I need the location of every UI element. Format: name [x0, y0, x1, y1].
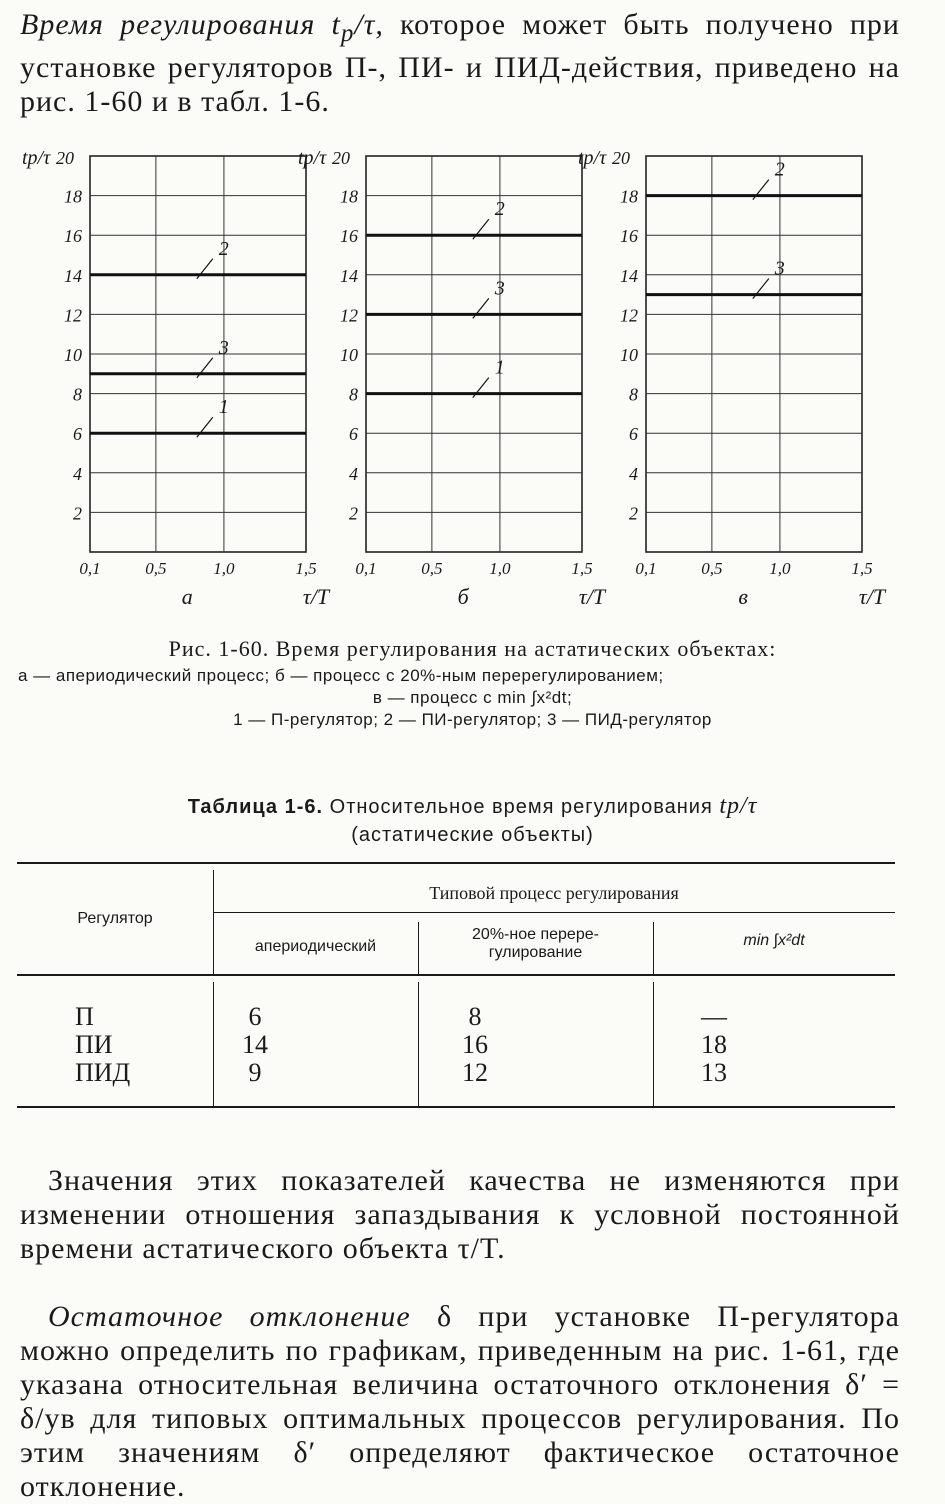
- table-header-rule: [17, 974, 895, 976]
- x-tick-label: 1,5: [851, 559, 873, 578]
- y-tick-label: 4: [349, 463, 358, 484]
- x-tick-label: 0,1: [635, 559, 657, 578]
- y-tick-label: 18: [340, 186, 358, 207]
- table-header-aperiodic: апериодический: [254, 938, 377, 955]
- y-tick-label: 18: [64, 186, 82, 207]
- y-tick-label: 2: [349, 503, 358, 524]
- figure-1-60: [0, 140, 945, 630]
- series-label: 2: [218, 237, 229, 260]
- table-bottom-rule: [17, 1106, 895, 1108]
- table-cell: 12: [462, 1058, 488, 1087]
- y-tick-label: 6: [73, 424, 82, 445]
- table-header-overshoot: [418, 926, 653, 962]
- y-tick-label: 14: [620, 265, 638, 286]
- series-label: 3: [774, 257, 785, 280]
- table-row-label: ПИ: [75, 1030, 113, 1059]
- x-tick-label: 1,0: [489, 559, 511, 578]
- x-tick-label: 0,5: [701, 559, 723, 578]
- y-tick-label: 10: [340, 345, 358, 365]
- series-label: 3: [494, 277, 505, 300]
- x-tick-label: 0,5: [145, 559, 167, 578]
- table-title-symbol: tр/τ: [719, 793, 758, 819]
- table-cell: 18: [701, 1030, 727, 1059]
- x-tick-label: 1,0: [213, 559, 235, 578]
- x-tick-label: 1,5: [571, 559, 593, 578]
- y-axis-label: tр/τ: [578, 147, 607, 169]
- table-cell: 16: [462, 1030, 488, 1059]
- outro-paragraph-1: [20, 1164, 900, 1266]
- y-tick-label: 14: [340, 265, 358, 286]
- y-tick-label: 10: [64, 345, 82, 365]
- table-row-label: П: [75, 1002, 94, 1031]
- y-tick-label: 12: [620, 305, 638, 326]
- intro-paragraph: [20, 8, 900, 119]
- y-tick-label: 16: [64, 226, 82, 247]
- table-title-number: Таблица 1-6.: [187, 796, 324, 818]
- y-tick-label: 6: [629, 424, 638, 445]
- y-tick-label: 20: [332, 148, 350, 168]
- x-axis-label: τ/T: [578, 584, 606, 609]
- outro1-text: Значения этих показателей качества не изменяются при изменении отношения запаздывания к условной постоянной времени астатического объекта τ/T.: [20, 1164, 900, 1265]
- intro-italic-lead: Время регулирования t: [20, 8, 341, 41]
- figure-caption-title: Рис. 1-60. Время регулирования на астатических объектах:: [168, 636, 777, 661]
- table-header-min: min ∫x²dt: [743, 932, 805, 949]
- table-title-line2: (астатические объекты): [351, 824, 594, 846]
- table-row-label: ПИД: [75, 1058, 131, 1087]
- y-tick-label: 8: [73, 384, 82, 405]
- series-label: 1: [218, 396, 229, 419]
- outro2-text: δ при установке П-регулятора можно определить по графикам, приведенным на рис. 1-61, где указана относительная величина остаточного отклонения δ′ = δ/yв для типовых оптимальных процессов регулирования. По этим значениям δ′ определяют фактическое остаточное отклонение.: [20, 1300, 900, 1503]
- table-cell: 13: [701, 1058, 727, 1087]
- y-tick-label: 20: [612, 148, 630, 168]
- y-tick-label: 20: [56, 148, 74, 168]
- table-cell: 6: [248, 1002, 262, 1031]
- y-tick-label: 10: [620, 345, 638, 365]
- table-header-overshoot-2: гулирование: [488, 944, 583, 961]
- y-tick-label: 16: [340, 226, 358, 247]
- x-tick-label: 1,5: [295, 559, 317, 578]
- table-header-regulator: Регулятор: [77, 910, 153, 927]
- table-title-text: Относительное время регулирования: [329, 796, 713, 818]
- y-tick-label: 14: [64, 265, 82, 286]
- y-tick-label: 4: [629, 463, 638, 484]
- outro-paragraph-2: [20, 1300, 900, 1504]
- y-tick-label: 12: [340, 305, 358, 326]
- y-tick-label: 2: [629, 503, 638, 524]
- y-axis-label: tр/τ: [298, 147, 327, 169]
- y-tick-label: 4: [73, 463, 82, 484]
- intro-sub: р: [340, 20, 355, 47]
- panel-letter: в: [738, 584, 748, 609]
- figure-caption-line-b: в — процесс с min ∫x²dt;: [372, 688, 573, 707]
- outro2-italic-lead: Остаточное отклонение: [48, 1300, 411, 1333]
- y-tick-label: 12: [64, 305, 82, 326]
- table-top-rule: [17, 862, 895, 864]
- series-label: 2: [494, 198, 505, 221]
- table-cell: 9: [248, 1058, 262, 1087]
- y-axis-label: tр/τ: [22, 147, 51, 169]
- intro-after-sub: /τ,: [354, 8, 384, 41]
- intro-rest: которое может быть получено при установке регуляторов П-, ПИ- и ПИД-действия, приведено на рис. 1-60 и в табл. 1-6.: [20, 8, 900, 118]
- x-tick-label: 0,1: [79, 559, 101, 578]
- panel-letter: б: [457, 584, 469, 609]
- table-cell: 14: [242, 1030, 268, 1059]
- x-axis-label: τ/T: [302, 584, 330, 609]
- panel-letter: а: [181, 584, 193, 609]
- y-tick-label: 8: [629, 384, 638, 405]
- table-header-overshoot-1: 20%-ное перере-: [472, 926, 599, 943]
- series-label: 2: [774, 158, 785, 181]
- table-title: [0, 792, 945, 849]
- table-cell: 8: [468, 1002, 482, 1031]
- series-label: 1: [494, 356, 505, 379]
- figure-caption-line-c: 1 — П-регулятор; 2 — ПИ-регулятор; 3 — ПИД-регулятор: [233, 710, 712, 729]
- y-tick-label: 2: [73, 503, 82, 524]
- table-cell: —: [701, 1002, 727, 1031]
- x-axis-label: τ/T: [858, 584, 886, 609]
- x-tick-label: 0,5: [421, 559, 443, 578]
- y-tick-label: 18: [620, 186, 638, 207]
- figure-caption-line-a: а — апериодический процесс; б — процесс с 20%-ным перерегулированием;: [18, 666, 664, 685]
- y-tick-label: 16: [620, 226, 638, 247]
- y-tick-label: 6: [349, 424, 358, 445]
- table-header-group: Типовой процесс регулирования: [429, 883, 679, 903]
- table-group-rule: [213, 912, 895, 913]
- table-1-6: [17, 862, 895, 1110]
- x-tick-label: 1,0: [769, 559, 791, 578]
- y-tick-label: 8: [349, 384, 358, 405]
- series-label: 3: [218, 336, 229, 359]
- x-tick-label: 0,1: [355, 559, 377, 578]
